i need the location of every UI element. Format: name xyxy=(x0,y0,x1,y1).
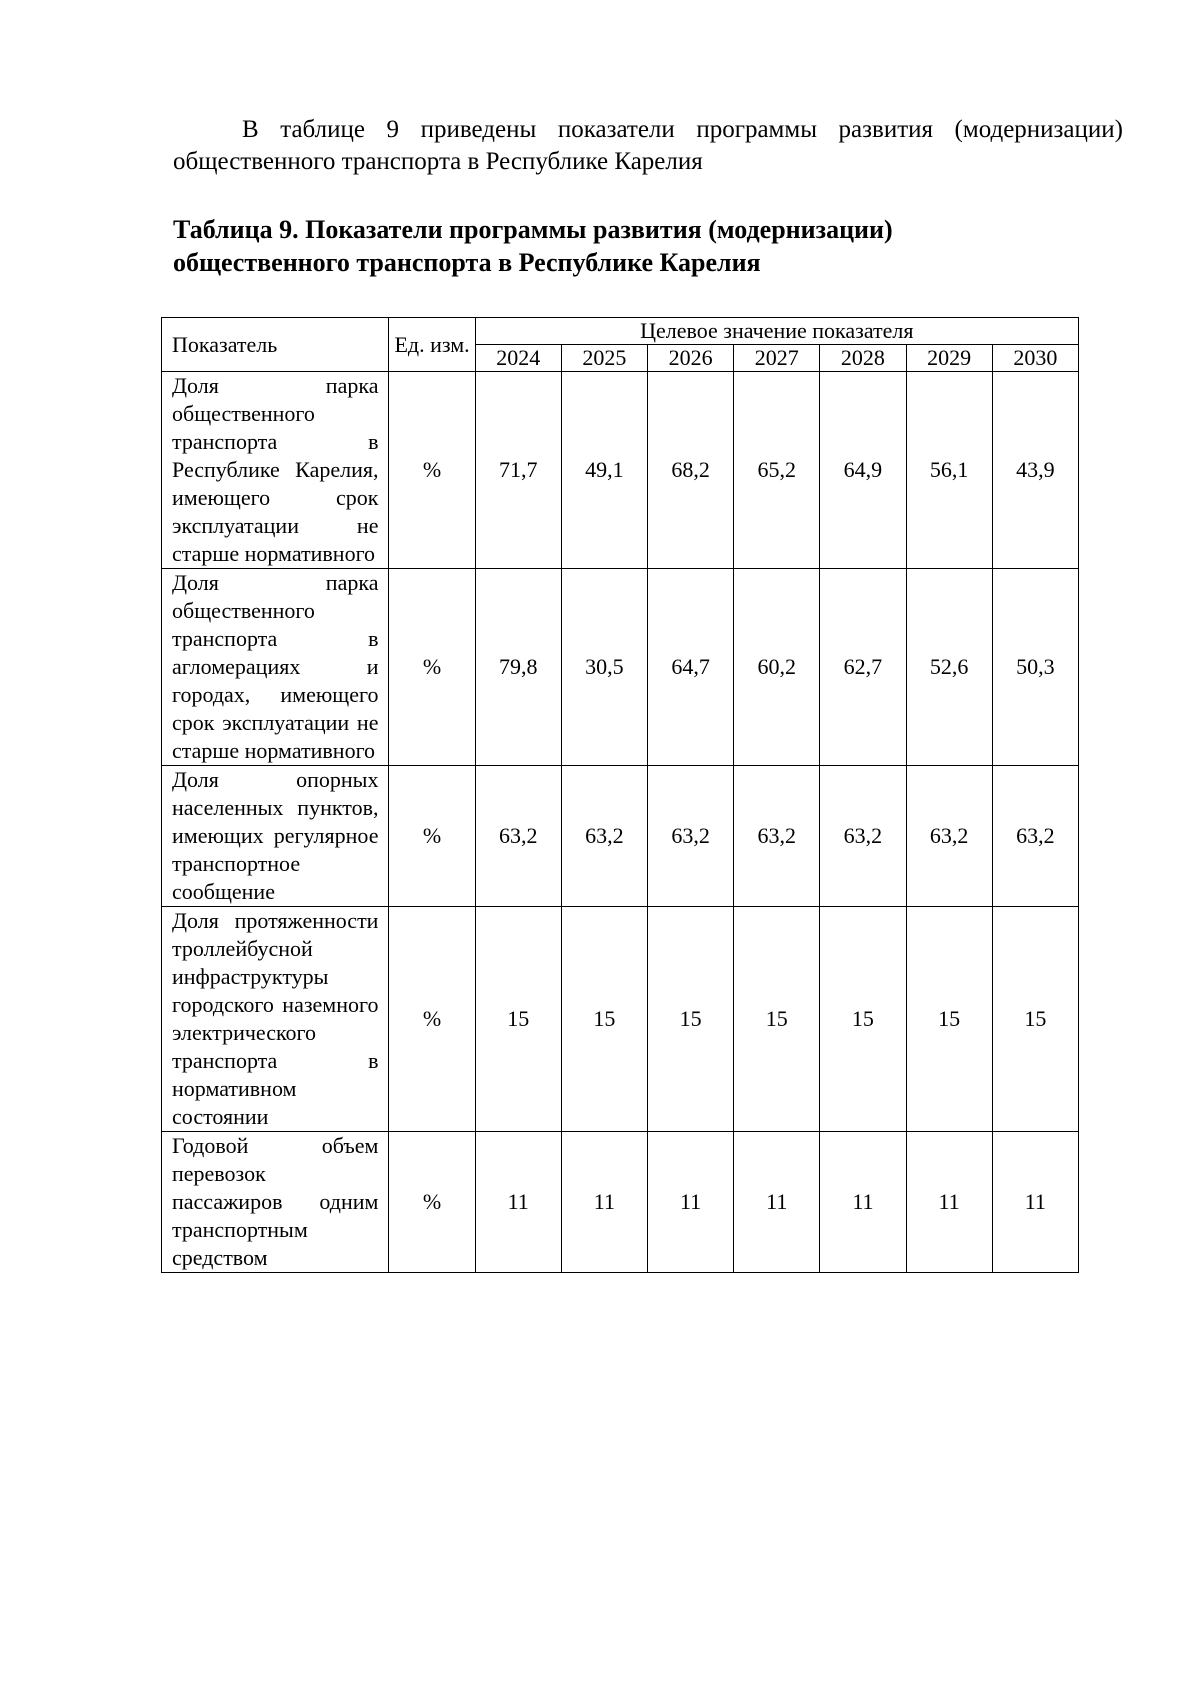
header-year: 2030 xyxy=(992,345,1078,372)
header-year: 2027 xyxy=(734,345,820,372)
value-cell: 11 xyxy=(820,1132,906,1273)
value-cell: 11 xyxy=(475,1132,561,1273)
header-indicator: Показатель xyxy=(162,318,389,372)
value-cell: 49,1 xyxy=(561,372,647,569)
header-year: 2025 xyxy=(561,345,647,372)
value-cell: 65,2 xyxy=(734,372,820,569)
indicator-unit: % xyxy=(389,907,475,1132)
value-cell: 15 xyxy=(475,907,561,1132)
header-year: 2028 xyxy=(820,345,906,372)
value-cell: 63,2 xyxy=(647,766,733,907)
value-cell: 79,8 xyxy=(475,569,561,766)
value-cell: 43,9 xyxy=(992,372,1078,569)
indicator-name: Доля парка общественного транспорта в агломерациях и городах, имеющего срок эксплуатации не старше нормативного xyxy=(162,569,389,766)
table-header-row xyxy=(162,318,1079,345)
header-year: 2026 xyxy=(647,345,733,372)
value-cell: 11 xyxy=(561,1132,647,1273)
indicator-unit: % xyxy=(389,569,475,766)
indicator-unit: % xyxy=(389,1132,475,1273)
value-cell: 50,3 xyxy=(992,569,1078,766)
table-caption: Таблица 9. Показатели программы развития (модернизации) общественного транспорта в Республике Карелия xyxy=(173,215,893,277)
value-cell: 11 xyxy=(647,1132,733,1273)
value-cell: 11 xyxy=(992,1132,1078,1273)
value-cell: 15 xyxy=(734,907,820,1132)
value-cell: 15 xyxy=(561,907,647,1132)
value-cell: 52,6 xyxy=(906,569,992,766)
value-cell: 11 xyxy=(734,1132,820,1273)
value-cell: 63,2 xyxy=(992,766,1078,907)
value-cell: 62,7 xyxy=(820,569,906,766)
table-row xyxy=(162,766,1079,907)
value-cell: 64,9 xyxy=(820,372,906,569)
value-cell: 63,2 xyxy=(561,766,647,907)
intro-paragraph: В таблице 9 приведены показатели программы развития (модернизации) общественного транспорта в Республике Карелия xyxy=(173,116,1123,175)
value-cell: 15 xyxy=(647,907,733,1132)
table-row xyxy=(162,569,1079,766)
value-cell: 63,2 xyxy=(734,766,820,907)
indicator-name: Доля парка общественного транспорта в Республике Карелия, имеющего срок эксплуатации не старше нормативного xyxy=(162,372,389,569)
header-unit: Ед. изм. xyxy=(389,318,475,372)
table-row xyxy=(162,372,1079,569)
indicators-table xyxy=(161,317,1079,1273)
value-cell: 63,2 xyxy=(475,766,561,907)
value-cell: 63,2 xyxy=(906,766,992,907)
indicator-name: Годовой объем перевозок пассажиров одним транспортным средством xyxy=(162,1132,389,1273)
value-cell: 56,1 xyxy=(906,372,992,569)
table-row xyxy=(162,1132,1079,1273)
value-cell: 15 xyxy=(906,907,992,1132)
table-row xyxy=(162,907,1079,1132)
indicator-name: Доля опорных населенных пунктов, имеющих регулярное транспортное сообщение xyxy=(162,766,389,907)
value-cell: 64,7 xyxy=(647,569,733,766)
value-cell: 71,7 xyxy=(475,372,561,569)
value-cell: 68,2 xyxy=(647,372,733,569)
value-cell: 11 xyxy=(906,1132,992,1273)
header-target-value: Целевое значение показателя xyxy=(475,318,1078,345)
value-cell: 15 xyxy=(820,907,906,1132)
value-cell: 60,2 xyxy=(734,569,820,766)
indicator-unit: % xyxy=(389,766,475,907)
header-year: 2024 xyxy=(475,345,561,372)
value-cell: 15 xyxy=(992,907,1078,1132)
value-cell: 63,2 xyxy=(820,766,906,907)
header-year: 2029 xyxy=(906,345,992,372)
indicator-unit: % xyxy=(389,372,475,569)
value-cell: 30,5 xyxy=(561,569,647,766)
indicator-name: Доля протяженности троллейбусной инфраструктуры городского наземного электрического транспорта в нормативном состоянии xyxy=(162,907,389,1132)
